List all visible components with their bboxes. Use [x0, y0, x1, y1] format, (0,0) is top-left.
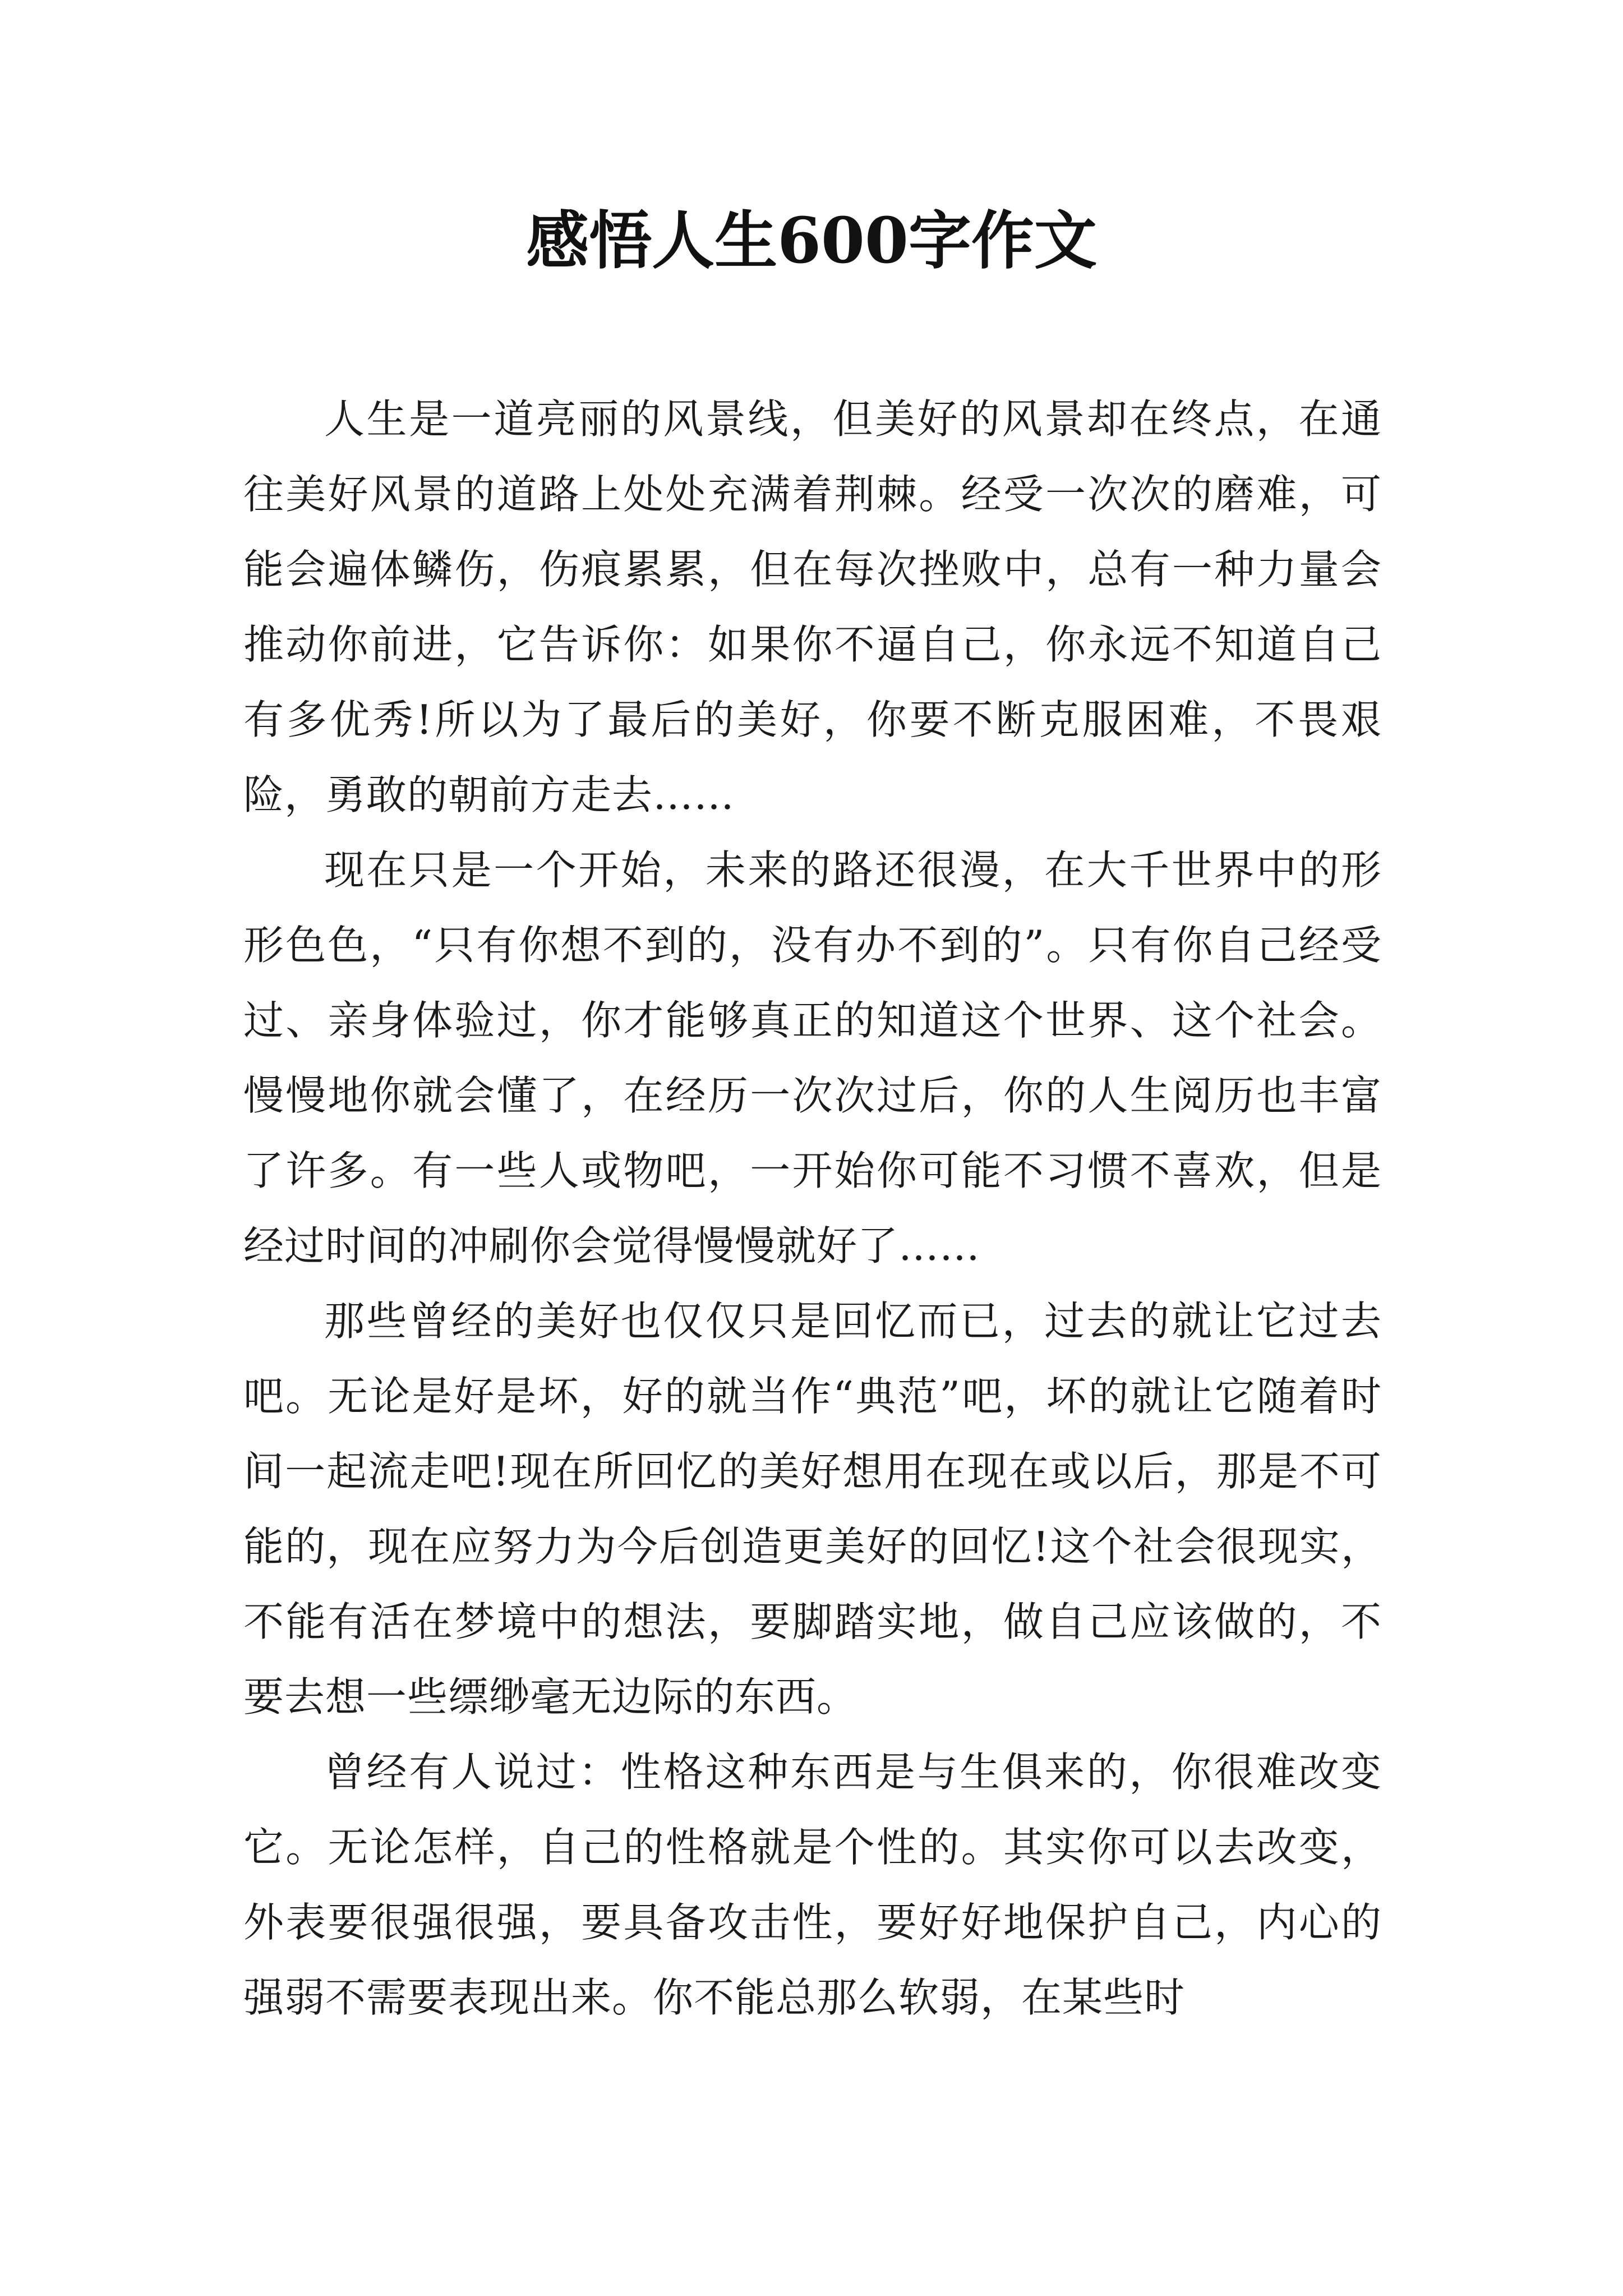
paragraph-2: 现在只是一个开始，未来的路还很漫，在大千世界中的形形色色，“只有你想不到的，没有办不到的”。只有你自己经受过、亲身体验过，你才能够真正的知道这个世界、这个社会。慢慢地你就会懂了，在经历一次次过后，你的人生阅历也丰富了许多。有一些人或物吧，一开始你可能不习惯不喜欢，但是经过时间的冲刷你会觉得慢慢就好了……: [243, 846, 1382, 1269]
paragraph-4: 曾经有人说过：性格这种东西是与生俱来的，你很难改变它。无论怎样，自己的性格就是个性的。其实你可以去改变，外表要很强很强，要具备攻击性，要好好地保护自己，内心的强弱不需要表现出来。你不能总那么软弱，在某些时: [243, 1749, 1382, 2021]
paragraph-3: 那些曾经的美好也仅仅只是回忆而已，过去的就让它过去吧。无论是好是坏，好的就当作“典范”吧，坏的就让它随着时间一起流走吧!现在所回忆的美好想用在现在或以后，那是不可能的，现在应努力为今后创造更美好的回忆!这个社会很现实，不能有活在梦境中的想法，要脚踏实地，做自己应该做的，不要去想一些缥缈毫无边际的东西。: [243, 1297, 1382, 1720]
document-body: [243, 381, 1382, 2035]
paragraph-1: 人生是一道亮丽的风景线，但美好的风景却在终点，在通往美好风景的道路上处处充满着荆棘。经受一次次的磨难，可能会遍体鳞伤，伤痕累累，但在每次挫败中，总有一种力量会推动你前进，它告诉你：如果你不逼自己，你永远不知道自己有多优秀!所以为了最后的美好，你要不断克服困难，不畏艰险，勇敢的朝前方走去……: [243, 395, 1382, 818]
document-title: 感悟人生600字作文: [526, 204, 1097, 278]
